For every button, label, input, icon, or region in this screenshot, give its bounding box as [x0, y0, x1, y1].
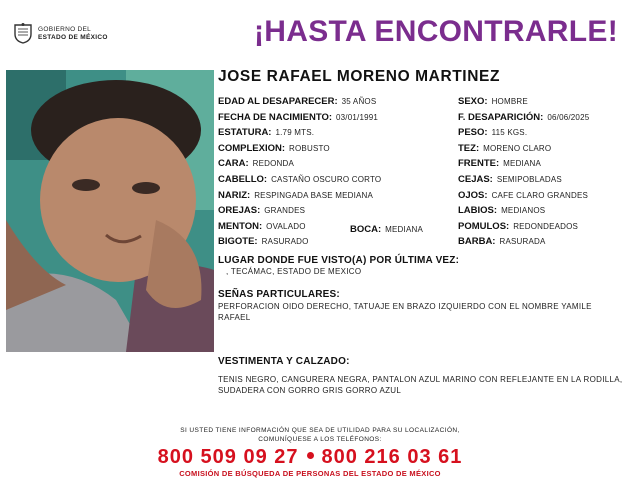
field-label: CEJAS:: [458, 174, 493, 185]
field-value: OVALADO: [266, 222, 306, 231]
field-label: EDAD AL DESAPARECER:: [218, 96, 338, 107]
field-desaparicion: [458, 112, 589, 123]
field-label: NARIZ:: [218, 190, 251, 201]
field-label: BOCA:: [350, 224, 382, 235]
field-nacimiento: [218, 112, 378, 123]
state-shield-icon: [12, 22, 34, 44]
field-value: RASURADA: [499, 237, 546, 246]
field-value: 06/06/2025: [547, 113, 590, 122]
field-estatura: [218, 127, 314, 138]
field-complexion: [218, 143, 330, 154]
field-cabello: [218, 174, 381, 185]
field-label: LABIOS:: [458, 205, 498, 216]
field-peso: [458, 127, 527, 138]
field-label: SEXO:: [458, 96, 488, 107]
contact-note-line-2: COMUNÍQUESE A LOS TELÉFONOS:: [258, 436, 382, 443]
contact-note-line-1: SI USTED TIENE INFORMACIÓN QUE SEA DE UTILIDAD PARA SU LOCALIZACIÓN,: [180, 427, 460, 434]
field-label: F. DESAPARICIÓN:: [458, 112, 544, 123]
field-nariz: [218, 190, 373, 201]
field-label: OREJAS:: [218, 205, 261, 216]
field-barba: [458, 236, 546, 247]
field-tez: [458, 143, 551, 154]
marks-title: SEÑAS PARTICULARES:: [218, 289, 340, 300]
field-label: BARBA:: [458, 236, 496, 247]
field-labios: [458, 205, 545, 216]
phone-number-1[interactable]: 800 509 09 27: [157, 446, 299, 468]
field-label: BIGOTE:: [218, 236, 258, 247]
marks-text: PERFORACION OIDO DERECHO, TATUAJE EN BRAZO IZQUIERDO CON EL NOMBRE YAMILE RAFAEL: [218, 302, 592, 322]
state-government-logo: [12, 22, 120, 46]
field-cejas: [458, 174, 562, 185]
field-pomulos: [458, 221, 578, 232]
field-label: MENTON:: [218, 221, 263, 232]
contact-note: [0, 426, 640, 444]
bullet-icon: [307, 452, 314, 459]
field-value: 115 KGS.: [491, 128, 528, 137]
field-value: 03/01/1991: [336, 113, 379, 122]
field-edad: [218, 96, 376, 107]
field-label: FRENTE:: [458, 158, 500, 169]
phone-number-2[interactable]: 800 216 03 61: [321, 446, 463, 468]
field-label: PESO:: [458, 127, 488, 138]
field-value: 35 AÑOS: [341, 97, 377, 106]
clothing-text: TENIS NEGRO, CANGURERA NEGRA, PANTALON AZUL MARINO CON REFLEJANTE EN LA RODILLA, SUDADERA CON GORRO GRIS GORRO AZUL: [218, 375, 623, 395]
phone-numbers: [0, 446, 620, 469]
field-value: MEDIANA: [385, 225, 423, 234]
field-ojos: [458, 190, 588, 201]
field-orejas: [218, 205, 305, 216]
field-value: RESPINGADA BASE MEDIANA: [254, 191, 374, 200]
field-value: MORENO CLARO: [483, 144, 552, 153]
field-sexo: [458, 96, 528, 107]
person-name: JOSE RAFAEL MORENO MARTINEZ: [218, 68, 501, 85]
field-label: CARA:: [218, 158, 249, 169]
last-seen-text: , TECÁMAC, ESTADO DE MEXICO: [226, 267, 362, 276]
field-value: REDONDA: [252, 159, 295, 168]
gov-line-2: ESTADO DE MÉXICO: [38, 34, 108, 41]
field-value: CAFE CLARO GRANDES: [491, 191, 589, 200]
field-menton: [218, 221, 306, 232]
field-label: CABELLO:: [218, 174, 268, 185]
field-boca: [350, 224, 423, 235]
last-seen-title: LUGAR DONDE FUE VISTO(A) POR ÚLTIMA VEZ:: [218, 255, 460, 266]
field-label: FECHA DE NACIMIENTO:: [218, 112, 332, 123]
gov-line-1: GOBIERNO DEL: [38, 26, 92, 33]
field-value: MEDIANA: [503, 159, 542, 168]
field-value: GRANDES: [264, 206, 306, 215]
field-label: OJOS:: [458, 190, 488, 201]
field-value: REDONDEADOS: [513, 222, 579, 231]
field-bigote: [218, 236, 309, 247]
commission-name: COMISIÓN DE BÚSQUEDA DE PERSONAS DEL ESTADO DE MÉXICO: [179, 469, 441, 478]
field-label: TEZ:: [458, 143, 480, 154]
field-label: POMULOS:: [458, 221, 510, 232]
field-value: 1.79 MTS.: [275, 128, 315, 137]
field-label: COMPLEXION:: [218, 143, 286, 154]
field-value: MEDIANOS: [501, 206, 546, 215]
field-value: SEMIPOBLADAS: [496, 175, 562, 184]
missing-person-photo: [6, 70, 214, 352]
headline: ¡HASTA ENCONTRARLE!: [254, 15, 619, 48]
field-cara: [218, 158, 294, 169]
field-label: ESTATURA:: [218, 127, 272, 138]
field-value: RASURADO: [261, 237, 309, 246]
field-value: ROBUSTO: [289, 144, 330, 153]
clothing-title: VESTIMENTA Y CALZADO:: [218, 356, 350, 367]
field-value: CASTAÑO OSCURO CORTO: [271, 175, 382, 184]
field-value: HOMBRE: [491, 97, 528, 106]
field-frente: [458, 158, 541, 169]
